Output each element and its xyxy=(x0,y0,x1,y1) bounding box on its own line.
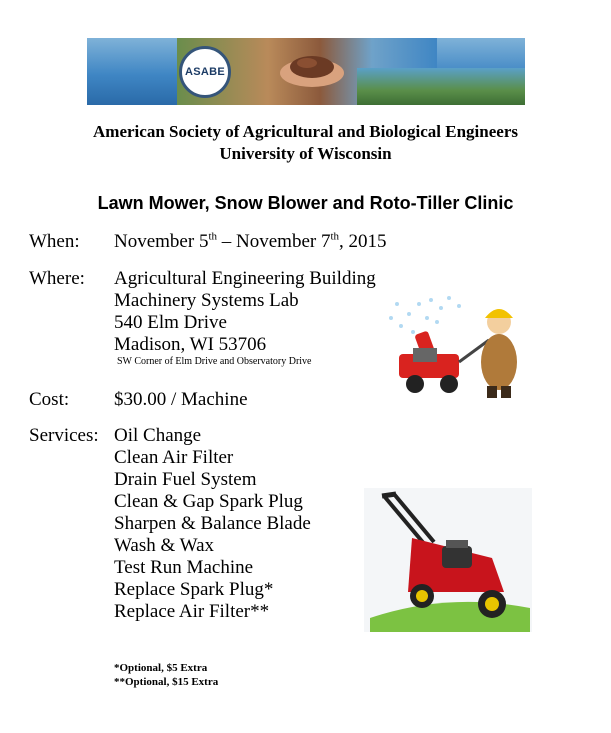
where-line: 540 Elm Drive xyxy=(114,312,227,333)
service-item: Replace Spark Plug* xyxy=(114,579,274,600)
service-item: Replace Air Filter** xyxy=(114,601,270,622)
where-line: Madison, WI 53706 xyxy=(114,334,267,355)
service-item: Test Run Machine xyxy=(114,557,254,578)
service-item: Sharpen & Balance Blade xyxy=(114,513,311,534)
service-item: Clean & Gap Spark Plug xyxy=(114,491,303,512)
when-value xyxy=(114,231,387,253)
when-end-suffix: th xyxy=(330,230,340,243)
header-banner xyxy=(87,38,525,105)
where-address xyxy=(114,268,376,368)
org-name: American Society of Agricultural and Biological Engineers xyxy=(93,122,518,141)
when-separator: – November 7 xyxy=(217,231,331,252)
university-name: University of Wisconsin xyxy=(219,144,392,163)
service-item: Wash & Wax xyxy=(114,535,215,556)
service-item: Drain Fuel System xyxy=(114,469,257,490)
footnote: *Optional, $5 Extra xyxy=(114,662,208,674)
when-year: , 2015 xyxy=(339,231,387,252)
cost-label: Cost: xyxy=(29,389,70,410)
services-list xyxy=(114,425,311,623)
cost-value: $30.00 / Machine xyxy=(114,389,248,410)
snow-blower-clipart xyxy=(379,292,528,404)
logo-text: ASABE xyxy=(184,66,225,78)
services-label: Services: xyxy=(29,425,99,446)
footnote: **Optional, $15 Extra xyxy=(114,676,219,688)
field-landscape-image xyxy=(357,68,525,105)
where-label: Where: xyxy=(29,268,85,289)
when-start-suffix: th xyxy=(208,230,218,243)
where-line: Agricultural Engineering Building xyxy=(114,268,376,289)
where-note: SW Corner of Elm Drive and Observatory Drive xyxy=(117,356,312,367)
when-start: November 5 xyxy=(114,231,209,252)
service-item: Oil Change xyxy=(114,425,202,446)
service-item: Clean Air Filter xyxy=(114,447,234,468)
event-title: Lawn Mower, Snow Blower and Roto-Tiller Clinic xyxy=(97,193,514,213)
lawn-mower-photo xyxy=(364,488,532,632)
when-label: When: xyxy=(29,231,80,252)
hands-holding-soil-image xyxy=(267,43,357,98)
asabe-logo xyxy=(179,46,231,98)
footnotes xyxy=(114,661,218,689)
where-line: Machinery Systems Lab xyxy=(114,290,299,311)
